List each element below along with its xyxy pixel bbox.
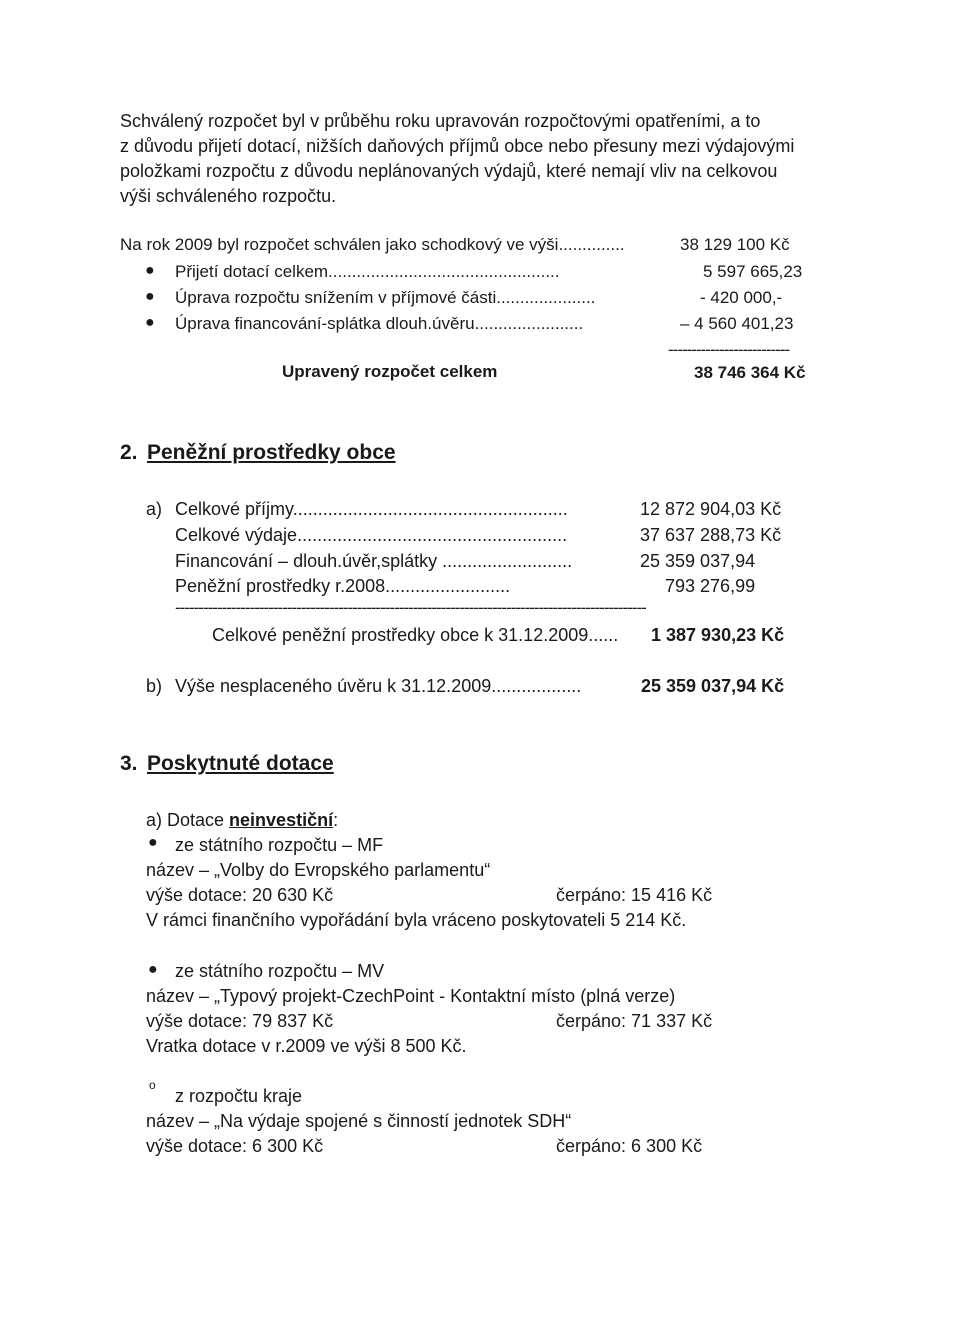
cash-separator: ----------------------------------------------------------------------------------------------------- <box>175 598 646 617</box>
grant-source: z rozpočtu kraje <box>175 1086 303 1106</box>
cash-row-amount: 25 359 037,94 <box>640 551 756 571</box>
grant-used: čerpáno: 6 300 Kč <box>556 1136 703 1156</box>
cash-row-amount: 793 276,99 <box>665 576 756 596</box>
cash-total-label: Celkové peněžní prostředky obce k 31.12.2009...... <box>212 625 619 645</box>
budget-item-label: Úprava rozpočtu snížením v příjmové části..................... <box>175 288 596 307</box>
budget-item-amount: – 4 560 401,23 <box>680 314 794 333</box>
grant-amount: výše dotace: 79 837 Kč <box>146 1011 334 1031</box>
intro-line: z důvodu přijetí dotací, nižších daňových příjmů obce nebo přesuny mezi výdajovými <box>120 136 795 156</box>
grant-name: název – „Na výdaje spojené s činností jednotek SDH“ <box>146 1111 572 1131</box>
grant-category <box>146 807 338 833</box>
cash-row-label: Celkové výdaje...................................................... <box>175 525 568 545</box>
intro-line: položkami rozpočtu z důvodu neplánovaných výdajů, které nemají vliv na celkovou <box>120 161 778 181</box>
grant-note: Vratka dotace v r.2009 ve výši 8 500 Kč. <box>146 1036 467 1056</box>
budget-total-amount: 38 746 364 Kč <box>694 363 806 382</box>
bullet-icon: ● <box>145 314 155 331</box>
section-number: 2. <box>120 441 138 464</box>
item-marker: a) <box>146 499 163 519</box>
cash-total-amount: 1 387 930,23 Kč <box>651 625 785 645</box>
grant-category-suffix: : <box>333 810 339 830</box>
section-title: Poskytnuté dotace <box>147 752 334 775</box>
grant-used: čerpáno: 71 337 Kč <box>556 1011 713 1031</box>
grant-category-type: neinvestiční <box>229 810 334 830</box>
grant-amount: výše dotace: 20 630 Kč <box>146 885 334 905</box>
grant-amount: výše dotace: 6 300 Kč <box>146 1136 324 1156</box>
bullet-icon: ● <box>148 961 158 978</box>
intro-line: výši schváleného rozpočtu. <box>120 186 337 206</box>
grant-name: název – „Typový projekt-CzechPoint - Kontaktní místo (plná verze) <box>146 986 676 1006</box>
circle-bullet-icon: o <box>149 1078 156 1092</box>
loan-label: Výše nesplaceného úvěru k 31.12.2009.................. <box>175 676 582 696</box>
cash-row-amount: 37 637 288,73 Kč <box>640 525 782 545</box>
loan-amount: 25 359 037,94 Kč <box>641 676 785 696</box>
budget-separator: -------------------------- <box>668 340 790 359</box>
section-number: 3. <box>120 752 138 775</box>
cash-row-label: Celkové příjmy....................................................... <box>175 499 568 519</box>
grant-category-prefix: a) Dotace <box>146 810 230 830</box>
budget-item-label: Úprava financování-splátka dlouh.úvěru....................... <box>175 314 584 333</box>
bullet-icon: ● <box>145 262 155 279</box>
budget-item-label: Přijetí dotací celkem................................................. <box>175 262 560 281</box>
budget-total-label: Upravený rozpočet celkem <box>282 362 498 381</box>
cash-row-label: Financování – dlouh.úvěr,splátky .......................... <box>175 551 573 571</box>
section-title: Peněžní prostředky obce <box>147 441 396 464</box>
grant-source: ze státního rozpočtu – MF <box>175 835 384 855</box>
budget-item-amount: 5 597 665,23 <box>703 262 803 281</box>
intro-line: Schválený rozpočet byl v průběhu roku upravován rozpočtovými opatřeními, a to <box>120 111 761 131</box>
bullet-icon: ● <box>145 288 155 305</box>
grant-used: čerpáno: 15 416 Kč <box>556 885 713 905</box>
budget-lead-label: Na rok 2009 byl rozpočet schválen jako schodkový ve výši.............. <box>120 235 625 254</box>
grant-name: název – „Volby do Evropského parlamentu“ <box>146 860 491 880</box>
bullet-icon: ● <box>148 834 158 851</box>
cash-row-label: Peněžní prostředky r.2008......................... <box>175 576 511 596</box>
grant-note: V rámci finančního vypořádání byla vráceno poskytovateli 5 214 Kč. <box>146 910 687 930</box>
budget-item-amount: - 420 000,- <box>700 288 783 307</box>
item-marker: b) <box>146 676 163 696</box>
budget-lead-amount: 38 129 100 Kč <box>680 235 790 254</box>
grant-source: ze státního rozpočtu – MV <box>175 961 385 981</box>
cash-row-amount: 12 872 904,03 Kč <box>640 499 782 519</box>
